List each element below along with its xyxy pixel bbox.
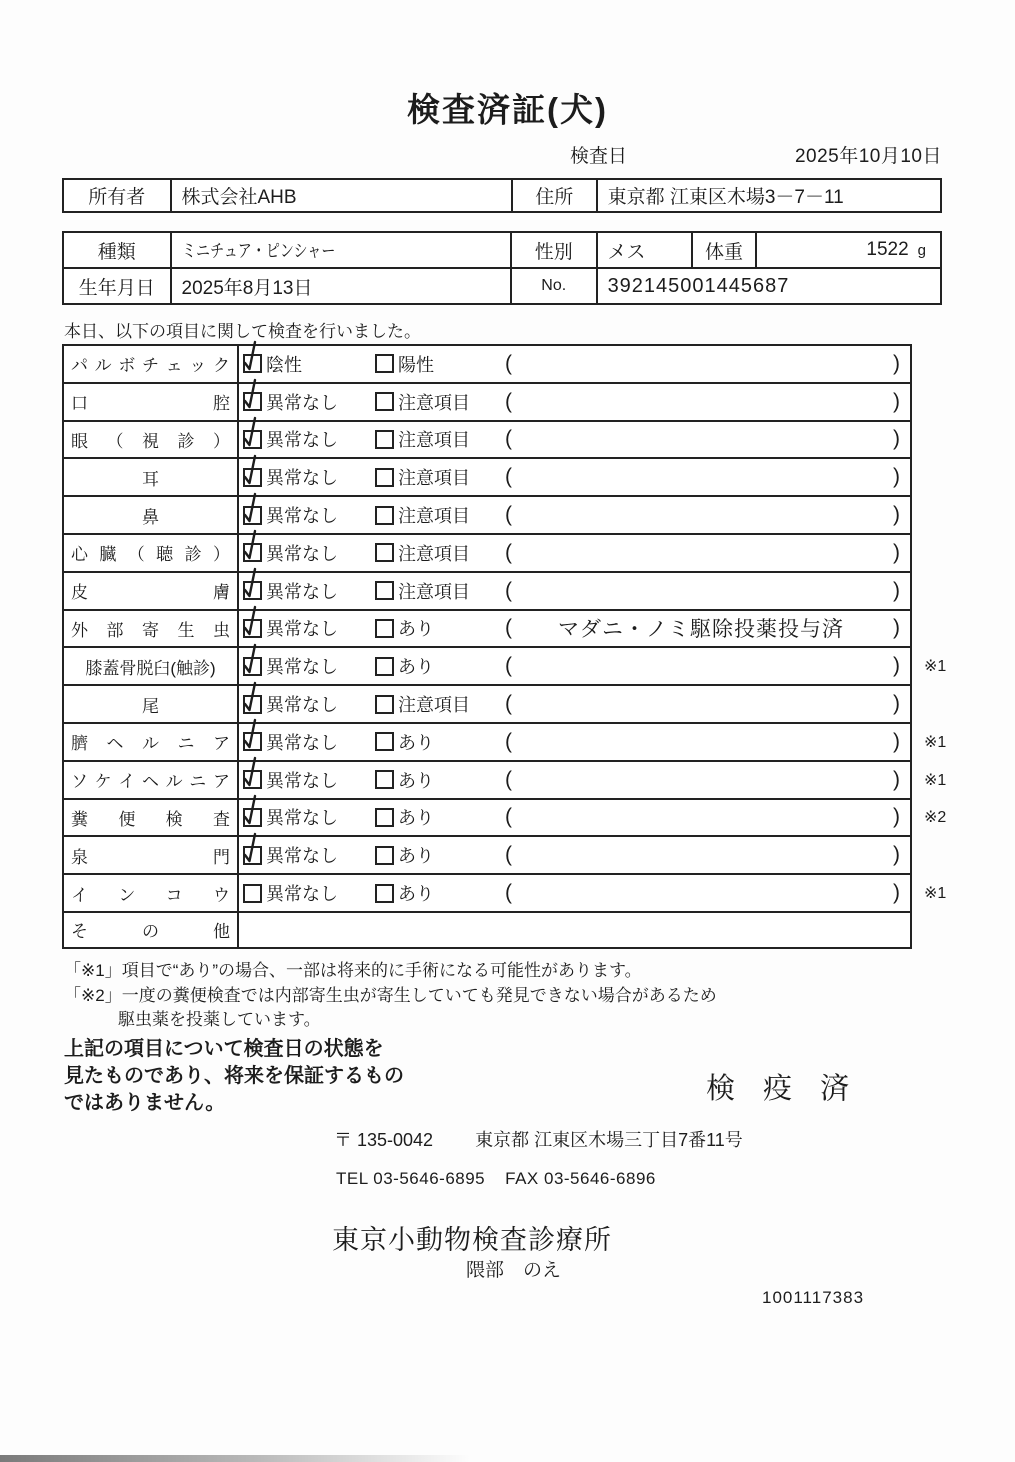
result-option-primary-label: 異常なし	[266, 468, 338, 489]
item-name: 皮 膚	[71, 583, 230, 603]
checkbox-icon	[243, 846, 262, 865]
checklist-row	[62, 835, 912, 873]
result-option-secondary	[375, 648, 434, 684]
checkbox-icon	[375, 581, 394, 600]
footnote-ref: ※1	[924, 885, 947, 903]
checkbox-icon	[243, 695, 262, 714]
checkbox-icon	[375, 657, 394, 676]
footnote-ref: ※1	[924, 771, 947, 789]
checkbox-icon	[243, 468, 262, 487]
paren-open: (	[505, 843, 512, 867]
checklist-row	[62, 420, 912, 458]
remark-text	[517, 762, 885, 798]
disclaimer-line-2: 見たものであり、将来を保証するもの	[64, 1065, 404, 1087]
result-option-primary-label: 異常なし	[266, 581, 338, 602]
checkbox-icon	[243, 354, 262, 373]
result-option-primary-label: 異常なし	[266, 732, 338, 753]
item-name: 膝蓋骨脱臼(触診)	[85, 658, 216, 678]
checkbox-icon	[375, 884, 394, 903]
checkbox-icon	[375, 808, 394, 827]
paren-close: )	[893, 881, 900, 905]
result-option-secondary-label: 陽性	[398, 354, 434, 375]
checkbox-icon	[375, 619, 394, 638]
serial-number: 1001117383	[762, 1288, 865, 1307]
result-option-primary-label: 異常なし	[266, 884, 338, 905]
disclaimer-line-3: ではありません。	[64, 1092, 226, 1114]
result-option-secondary-label: あり	[398, 732, 434, 753]
footnote-ref: ※1	[924, 658, 947, 676]
footnote-2: 「※2」一度の糞便検査では内部寄生虫が寄生していても発見できない場合があるため	[64, 986, 717, 1005]
weight-value-cell	[755, 233, 940, 267]
inspection-date-label: 検査日	[570, 146, 628, 167]
checkbox-icon	[375, 695, 394, 714]
checklist-row	[62, 911, 912, 949]
sex-label: 性別	[510, 233, 596, 267]
owner-value: 株式会社AHB	[170, 180, 511, 211]
remark-text	[517, 648, 885, 684]
paren-open: (	[505, 540, 512, 564]
remark-text	[517, 837, 885, 873]
weight-label: 体重	[691, 233, 755, 267]
checklist-row	[62, 533, 912, 571]
result-option-secondary	[375, 762, 434, 798]
paren-close: )	[893, 616, 900, 640]
result-option-primary-label: 異常なし	[266, 846, 338, 867]
disclaimer-text	[64, 1036, 404, 1117]
remark-text	[517, 724, 885, 760]
result-option-primary-label: 異常なし	[266, 695, 338, 716]
paren-close: )	[893, 843, 900, 867]
result-option-secondary	[375, 346, 434, 382]
footnote-1: 「※1」項目で“あり”の場合、一部は将来的に手術になる可能性があります。	[64, 961, 642, 980]
remark-text: マダニ・ノミ駆除投薬投与済	[558, 618, 844, 642]
inspection-date-value: 2025年10月10日	[794, 146, 942, 167]
result-option-secondary	[375, 535, 470, 571]
paren-open: (	[505, 881, 512, 905]
checkbox-icon	[243, 581, 262, 600]
checklist-row	[62, 495, 912, 533]
paren-open: (	[505, 692, 512, 716]
veterinarian-name: 隈部 のえ	[466, 1260, 562, 1281]
checkbox-icon	[243, 884, 262, 903]
result-option-secondary	[375, 875, 434, 911]
item-name: 臍 ヘ ル ニ ア	[71, 734, 230, 754]
clinic-name: 東京小動物検査診療所	[332, 1225, 612, 1255]
owner-label: 所有者	[88, 187, 146, 208]
checkbox-icon	[243, 392, 262, 411]
checkbox-icon	[243, 543, 262, 562]
checklist-row	[62, 609, 912, 647]
checkbox-icon	[375, 354, 394, 373]
paren-close: )	[893, 540, 900, 564]
result-option-secondary-label: あり	[398, 846, 434, 867]
paren-close: )	[893, 503, 900, 527]
remark-text	[517, 573, 885, 609]
paren-close: )	[893, 805, 900, 829]
item-name: そ の 他	[71, 922, 230, 942]
result-option-secondary-label: 注意項目	[398, 430, 470, 451]
result-option-secondary-label: 注意項目	[398, 543, 470, 564]
item-name: 心 臓 （ 聴 診 ）	[71, 545, 230, 565]
remark-text	[517, 384, 885, 420]
checkbox-icon	[375, 732, 394, 751]
checkbox-icon	[243, 808, 262, 827]
checklist-row	[62, 457, 912, 495]
result-option-secondary-label: あり	[398, 884, 434, 905]
checklist-row	[62, 571, 912, 609]
clinic-tel: TEL 03-5646-6895	[336, 1169, 486, 1188]
paren-close: )	[893, 767, 900, 791]
result-option-secondary-label: 注意項目	[398, 392, 470, 413]
remark-text	[517, 346, 885, 382]
microchip-no-label: No.	[510, 269, 596, 303]
checkbox-icon	[243, 770, 262, 789]
pet-info-table	[62, 231, 942, 269]
checkbox-icon	[375, 430, 394, 449]
paren-close: )	[893, 465, 900, 489]
checkbox-icon	[375, 543, 394, 562]
clinic-postal-line	[334, 1126, 743, 1152]
remark-text	[517, 800, 885, 836]
breed-label: 種類	[97, 241, 136, 263]
weight-value: 1522	[866, 239, 909, 260]
result-option-secondary	[375, 573, 470, 609]
paren-open: (	[505, 465, 512, 489]
result-option-secondary	[375, 837, 434, 873]
remark-text	[517, 875, 885, 911]
result-option-primary-label: 異常なし	[266, 430, 338, 451]
birth-label: 生年月日	[78, 277, 155, 299]
footnote-ref: ※2	[924, 809, 947, 827]
checkbox-icon	[243, 732, 262, 751]
checkbox-icon	[375, 506, 394, 525]
birth-table	[62, 267, 942, 305]
result-option-primary-label: 異常なし	[266, 808, 338, 829]
result-option-secondary	[375, 611, 434, 647]
item-name: 尾	[142, 696, 159, 716]
result-option-primary	[243, 875, 338, 911]
result-option-secondary	[375, 459, 470, 495]
result-option-secondary	[375, 384, 470, 420]
checklist-row	[62, 646, 947, 684]
paren-close: )	[893, 729, 900, 753]
paren-close: )	[893, 692, 900, 716]
result-option-primary-label: 異常なし	[266, 619, 338, 640]
checkbox-icon	[243, 619, 262, 638]
paren-close: )	[893, 654, 900, 678]
remark-text	[517, 535, 885, 571]
item-name: ソ ケ イ ヘ ル ニ ア	[71, 772, 230, 792]
checklist-row	[62, 760, 947, 798]
item-name: パ ル ボ チ ェ ッ ク	[71, 356, 230, 376]
result-option-secondary-label: 注意項目	[398, 581, 470, 602]
paren-open: (	[505, 805, 512, 829]
result-option-secondary-label: あり	[398, 657, 434, 678]
item-name: 鼻	[142, 507, 159, 527]
result-option-secondary	[375, 686, 470, 722]
remark-text	[517, 422, 885, 458]
checkbox-icon	[243, 430, 262, 449]
item-name: 泉 門	[71, 847, 230, 867]
item-name: 耳	[142, 469, 159, 489]
remark-text	[517, 497, 885, 533]
clinic-tel-line	[336, 1169, 656, 1189]
owner-address-value: 東京都 江東区木場3－7－11	[596, 180, 940, 211]
result-option-secondary	[375, 422, 470, 458]
checkbox-icon	[243, 506, 262, 525]
microchip-no-value: 392145001445687	[596, 269, 940, 303]
item-name: 糞 便 検 査	[71, 809, 230, 829]
item-name: 口 腔	[71, 394, 230, 414]
checkbox-icon	[375, 392, 394, 411]
paren-close: )	[893, 578, 900, 602]
paren-open: (	[505, 767, 512, 791]
result-option-secondary	[375, 800, 434, 836]
owner-table	[62, 178, 942, 213]
paren-close: )	[893, 351, 900, 375]
result-option-secondary-label: あり	[398, 619, 434, 640]
checkbox-icon	[375, 846, 394, 865]
page-title: 検査済証(犬)	[407, 91, 608, 128]
paren-open: (	[505, 578, 512, 602]
checklist-row	[62, 344, 912, 382]
result-option-secondary	[375, 724, 434, 760]
clinic-postal-code: 〒 135-0042	[334, 1130, 434, 1150]
result-option-primary-label: 異常なし	[266, 657, 338, 678]
remark-text	[517, 459, 885, 495]
paren-close: )	[893, 427, 900, 451]
paren-open: (	[505, 351, 512, 375]
footnote-2-continued: 駆虫薬を投薬しています。	[118, 1010, 321, 1029]
clinic-address: 東京都 江東区木場三丁目7番11号	[475, 1130, 743, 1150]
sex-value: メス	[596, 233, 692, 267]
quarantine-stamp: 検 疫 済	[706, 1073, 860, 1105]
footnote-ref: ※1	[924, 733, 947, 751]
disclaimer-line-1: 上記の項目について検査日の状態を	[64, 1038, 384, 1060]
item-name: 外 部 寄 生 虫	[71, 620, 230, 640]
intro-text: 本日、以下の項目に関して検査を行いました。	[64, 322, 421, 341]
item-name: イ ン コ ウ	[71, 885, 230, 905]
paren-open: (	[505, 729, 512, 753]
item-name: 眼 （ 視 診 ）	[71, 431, 230, 451]
result-option-secondary-label: 注意項目	[398, 695, 470, 716]
owner-address-label: 住所	[511, 180, 596, 211]
scan-artifact-smudge	[0, 1455, 470, 1462]
checkbox-icon	[243, 657, 262, 676]
result-option-primary-label: 異常なし	[266, 506, 338, 527]
checklist-row	[62, 873, 947, 911]
result-option-primary-label: 異常なし	[266, 543, 338, 564]
result-option-secondary-label: 注意項目	[398, 468, 470, 489]
checklist-table	[62, 344, 947, 949]
result-option-primary-label: 異常なし	[266, 392, 338, 413]
checklist-row	[62, 684, 912, 722]
result-option-primary-label: 陰性	[266, 354, 302, 375]
result-option-secondary-label: 注意項目	[398, 506, 470, 527]
birth-value: 2025年8月13日	[170, 269, 510, 303]
checklist-row	[62, 798, 947, 836]
breed-value: ミニチュア・ピンシャー	[170, 233, 510, 267]
checkbox-icon	[375, 770, 394, 789]
paren-open: (	[505, 616, 512, 640]
checklist-row	[62, 382, 912, 420]
checklist-row	[62, 722, 947, 760]
weight-unit: g	[917, 241, 926, 259]
clinic-fax: FAX 03-5646-6896	[505, 1169, 656, 1188]
paren-open: (	[505, 389, 512, 413]
paren-open: (	[505, 427, 512, 451]
paren-close: )	[893, 389, 900, 413]
result-option-primary-label: 異常なし	[266, 770, 338, 791]
checkbox-icon	[375, 468, 394, 487]
result-option-primary	[243, 837, 338, 873]
remark-text	[517, 686, 885, 722]
result-option-secondary-label: あり	[398, 770, 434, 791]
paren-open: (	[505, 503, 512, 527]
paren-open: (	[505, 654, 512, 678]
result-option-secondary	[375, 497, 470, 533]
result-option-secondary-label: あり	[398, 808, 434, 829]
